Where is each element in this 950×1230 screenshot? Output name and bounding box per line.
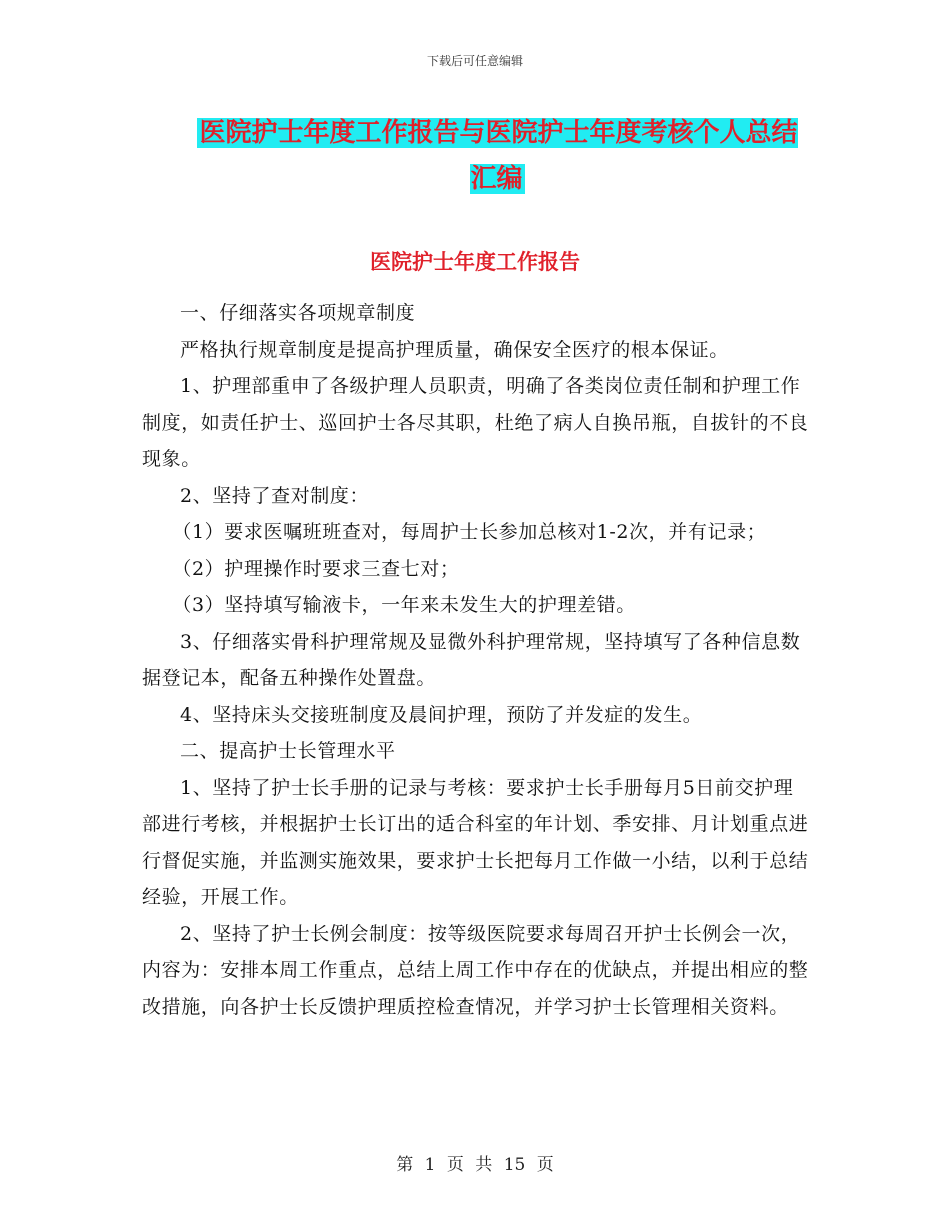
document-title xyxy=(190,110,805,202)
paragraph: （2）护理操作时要求三查七对； xyxy=(172,557,460,580)
paragraph: （1）要求医嘱班班查对，每周护士长参加总核对1-2次，并有记录； xyxy=(172,521,767,543)
paragraph: （3）坚持填写输液卡，一年来未发生大的护理差错。 xyxy=(172,594,636,616)
paragraph: 2、坚持了查对制度： xyxy=(180,484,370,507)
section-title: 医院护士年度工作报告 xyxy=(370,250,580,274)
paragraph: 1、坚持了护士长手册的记录与考核：要求护士长手册每月5日前交护理部进行考核，并根据护士长订出的适合科室的年计划、季安排、月计划重点进行督促实施，并监测实施效果，要求护士长把每月工作做一小结，以利于总结经验，开展工作。 xyxy=(142,776,809,908)
paragraph: 2、坚持了护士长例会制度：按等级医院要求每周召开护士长例会一次，内容为：安排本周工作重点，总结上周工作中存在的优缺点，并提出相应的整改措施，向各护士长反馈护理质控检查情况，并学习护士长管理相关资料。 xyxy=(142,922,809,1018)
document-title-text: 医院护士年度工作报告与医院护士年度考核个人总结汇编 xyxy=(199,118,798,194)
paragraph: 1、护理部重申了各级护理人员职责，明确了各类岗位责任制和护理工作制度，如责任护士、巡回护士各尽其职，杜绝了病人自换吊瓶，自拔针的不良现象。 xyxy=(142,375,809,470)
paragraph: 4、坚持床头交接班制度及晨间护理，预防了并发症的发生。 xyxy=(180,703,703,726)
paragraph: 3、仔细落实骨科护理常规及显微外科护理常规，坚持填写了各种信息数据登记本，配备五种操作处置盘。 xyxy=(142,630,801,689)
page-number: 第 1 页 共 15 页 xyxy=(396,1155,554,1175)
document-body xyxy=(142,295,810,1025)
paragraph: 二、提高护士长管理水平 xyxy=(180,740,396,762)
paragraph: 一、仔细落实各项规章制度 xyxy=(180,302,416,324)
page-header-note: 下载后可任意编辑 xyxy=(426,54,523,68)
paragraph: 严格执行规章制度是提高护理质量，确保安全医疗的根本保证。 xyxy=(180,338,729,361)
